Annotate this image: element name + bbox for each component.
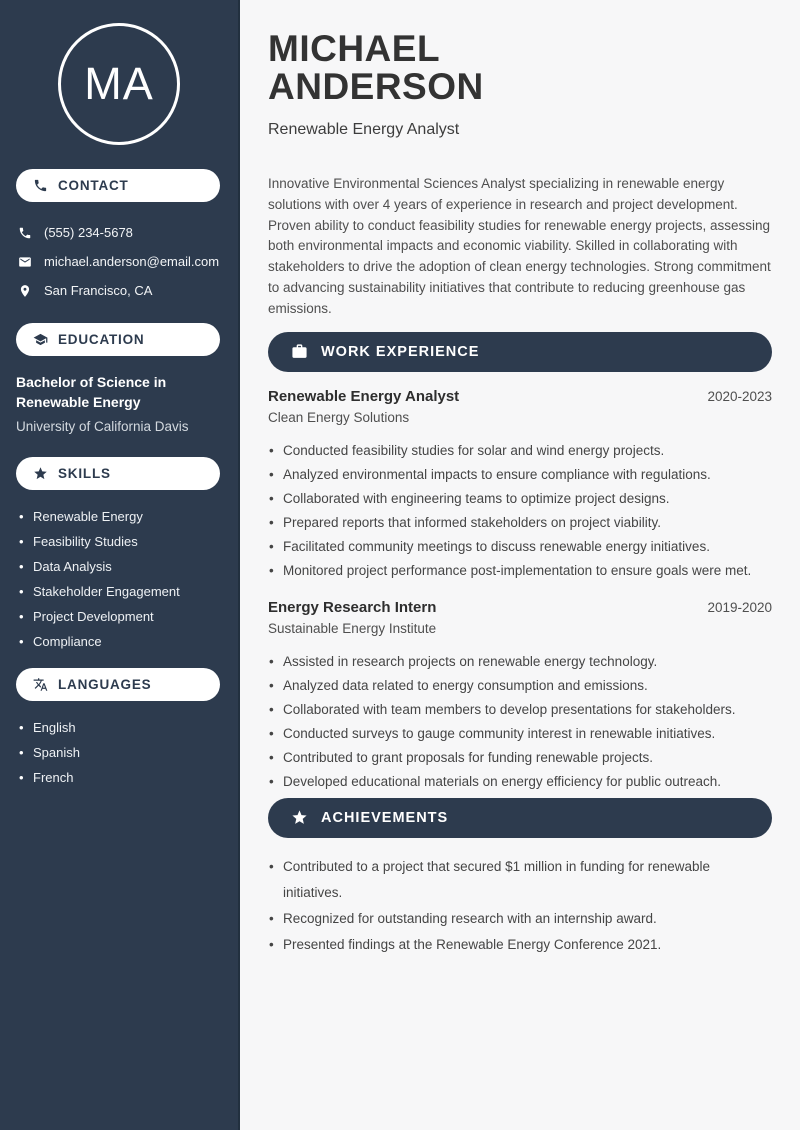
job-bullet: • Collaborated with engineering teams to optimize project designs. bbox=[268, 487, 772, 511]
job-bullet: • Conducted surveys to gauge community interest in renewable initiatives. bbox=[268, 722, 772, 746]
headline-job-title: Renewable Energy Analyst bbox=[268, 121, 460, 138]
education-section-header bbox=[16, 323, 220, 356]
contact-section-title: CONTACT bbox=[58, 178, 129, 193]
contact-phone: (555) 234-5678 bbox=[44, 225, 133, 240]
achievements-section-header bbox=[268, 798, 772, 838]
skill-item: • Data Analysis bbox=[0, 554, 238, 579]
languages-section-header bbox=[16, 668, 220, 701]
contact-location: San Francisco, CA bbox=[44, 283, 153, 298]
name-line2: ANDERSON bbox=[268, 66, 484, 107]
job-company: Sustainable Energy Institute bbox=[268, 620, 437, 636]
contact-email: michael.anderson@email.com bbox=[44, 254, 220, 269]
job-company: Clean Energy Solutions bbox=[268, 409, 410, 425]
name-line1: MICHAEL bbox=[268, 28, 441, 69]
job-bullet: • Contributed to grant proposals for funding renewable projects. bbox=[268, 746, 772, 770]
job-bullets bbox=[268, 439, 772, 583]
job-title: Renewable Energy Analyst bbox=[268, 387, 460, 405]
achievement-bullet: • Contributed to a project that secured $1 million in funding for renewable initiatives. bbox=[268, 854, 772, 906]
page-title bbox=[268, 30, 772, 106]
translate-icon bbox=[33, 677, 48, 692]
skill-item: • Feasibility Studies bbox=[0, 529, 238, 554]
education-degree: Bachelor of Science in Renewable Energy bbox=[16, 374, 167, 410]
languages-list bbox=[0, 715, 238, 790]
achievement-bullet: • Recognized for outstanding research with an internship award. bbox=[268, 906, 772, 932]
job-dates: 2019-2020 bbox=[707, 599, 772, 615]
jobs-list bbox=[268, 388, 772, 794]
education-section-title: EDUCATION bbox=[58, 332, 145, 347]
star-icon bbox=[291, 809, 308, 826]
skill-item: • Project Development bbox=[0, 604, 238, 629]
star-icon bbox=[33, 466, 48, 481]
main-content bbox=[240, 0, 800, 1130]
avatar bbox=[58, 23, 180, 145]
skills-section-header bbox=[16, 457, 220, 490]
job-entry bbox=[268, 388, 772, 583]
contact-list bbox=[0, 218, 238, 305]
briefcase-icon bbox=[291, 343, 308, 360]
job-bullet: • Conducted feasibility studies for solar and wind energy projects. bbox=[268, 439, 772, 463]
language-item: • Spanish bbox=[0, 740, 238, 765]
professional-summary: Innovative Environmental Sciences Analyst specializing in renewable energy solutions with over 4 years of experience in research and project development. Proven ability to conduct feasibility studies for renewable energy projects, assessing both environmental impacts and economic viability. Skilled in collaborating with stakeholders to drive the adoption of clean energy technologies. Strong commitment to advancing sustainability initiatives that contribute to reducing greenhouse gas emissions. bbox=[268, 176, 771, 316]
envelope-icon bbox=[18, 255, 32, 269]
skills-section-title: SKILLS bbox=[58, 465, 111, 481]
job-bullet: • Analyzed environmental impacts to ensure compliance with regulations. bbox=[268, 463, 772, 487]
job-bullet: • Assisted in research projects on renewable energy technology. bbox=[268, 650, 772, 674]
location-pin-icon bbox=[18, 284, 32, 298]
job-bullet: • Analyzed data related to energy consumption and emissions. bbox=[268, 674, 772, 698]
work-experience-section-header bbox=[268, 332, 772, 372]
achievements-section-title: ACHIEVEMENTS bbox=[321, 809, 449, 826]
work-experience-section-title: WORK EXPERIENCE bbox=[321, 343, 480, 360]
job-bullets bbox=[268, 650, 772, 794]
skill-item: • Compliance bbox=[0, 629, 238, 654]
achievement-bullet: • Presented findings at the Renewable Energy Conference 2021. bbox=[268, 932, 772, 958]
skills-list bbox=[0, 504, 238, 654]
skill-item: • Renewable Energy bbox=[0, 504, 238, 529]
phone-icon bbox=[33, 178, 48, 193]
job-title: Energy Research Intern bbox=[268, 598, 437, 616]
education-school: University of California Davis bbox=[16, 419, 189, 434]
language-item: • English bbox=[0, 715, 238, 740]
job-head bbox=[268, 599, 772, 616]
job-bullet: • Prepared reports that informed stakeholders on project viability. bbox=[268, 511, 772, 535]
contact-location-row bbox=[0, 276, 238, 305]
avatar-wrap bbox=[0, 23, 238, 145]
languages-section-title: LANGUAGES bbox=[58, 676, 152, 692]
job-dates: 2020-2023 bbox=[707, 388, 772, 404]
job-bullet: • Facilitated community meetings to discuss renewable energy initiatives. bbox=[268, 535, 772, 559]
graduation-cap-icon bbox=[33, 332, 48, 347]
job-bullet: • Developed educational materials on energy efficiency for public outreach. bbox=[268, 770, 772, 794]
contact-email-row bbox=[0, 247, 238, 276]
phone-icon bbox=[18, 226, 32, 240]
contact-phone-row bbox=[0, 218, 238, 247]
contact-section-header bbox=[16, 169, 220, 202]
avatar-initials: MA bbox=[84, 58, 154, 109]
language-item: • French bbox=[0, 765, 238, 790]
job-head bbox=[268, 388, 772, 405]
job-bullet: • Collaborated with team members to develop presentations for stakeholders. bbox=[268, 698, 772, 722]
job-bullet: • Monitored project performance post-implementation to ensure goals were met. bbox=[268, 559, 772, 583]
skill-item: • Stakeholder Engagement bbox=[0, 579, 238, 604]
job-entry bbox=[268, 599, 772, 794]
achievements-list bbox=[268, 854, 772, 958]
sidebar bbox=[0, 0, 240, 1130]
